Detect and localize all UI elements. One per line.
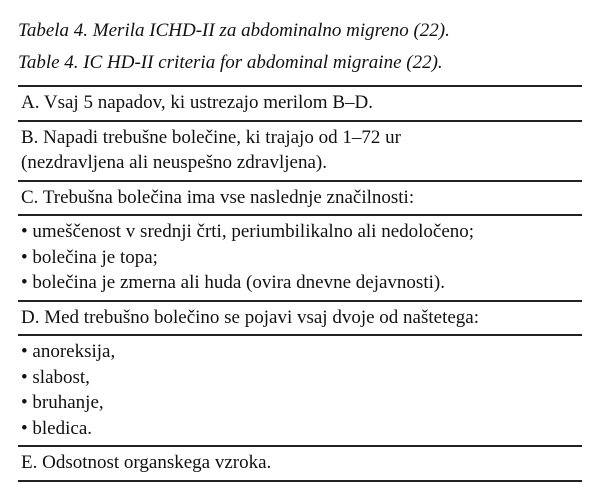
criterion-c-feature-item: • bolečina je topa; [21, 245, 579, 271]
criterion-d-symptom-item: • bruhanje, [21, 390, 579, 416]
criterion-b-row [18, 120, 582, 180]
criterion-b-text-continued: (nezdravljena ali neuspešno zdravljena). [21, 152, 327, 173]
criterion-e-text: E. Odsotnost organskega vzroka. [21, 452, 272, 473]
criterion-d-symptom-item: • bledica. [21, 416, 579, 442]
criterion-d-symptoms-row [18, 334, 582, 445]
criterion-c-features-row [18, 214, 582, 300]
criteria-table [18, 85, 582, 482]
criterion-b-text: B. Napadi trebušne bolečine, ki trajajo od 1–72 ur [21, 126, 401, 148]
criterion-d-symptom-item: • anoreksija, [21, 339, 579, 365]
criterion-d-row [18, 300, 582, 335]
criterion-c-feature-item: • umeščenost v srednji črti, periumbilikalno ali nedoločeno; [21, 219, 579, 245]
criterion-c-feature-item: • bolečina je zmerna ali huda (ovira dnevne dejavnosti). [21, 270, 579, 296]
criterion-d-symptom-item: • slabost, [21, 365, 579, 391]
table-caption-english: Table 4. IC HD-II criteria for abdominal migraine (22). [18, 52, 443, 73]
criterion-a-row [18, 85, 582, 120]
criterion-a-text: A. Vsaj 5 napadov, ki ustrezajo merilom B–D. [21, 92, 373, 113]
criterion-e-row [18, 445, 582, 482]
criterion-d-text: D. Med trebušno bolečino se pojavi vsaj dvoje od naštetega: [21, 306, 480, 328]
criterion-c-text: C. Trebušna bolečina ima vse naslednje značilnosti: [21, 186, 415, 208]
table-caption-slovene: Tabela 4. Merila ICHD-II za abdominalno migreno (22). [18, 20, 450, 41]
criterion-c-row [18, 180, 582, 215]
